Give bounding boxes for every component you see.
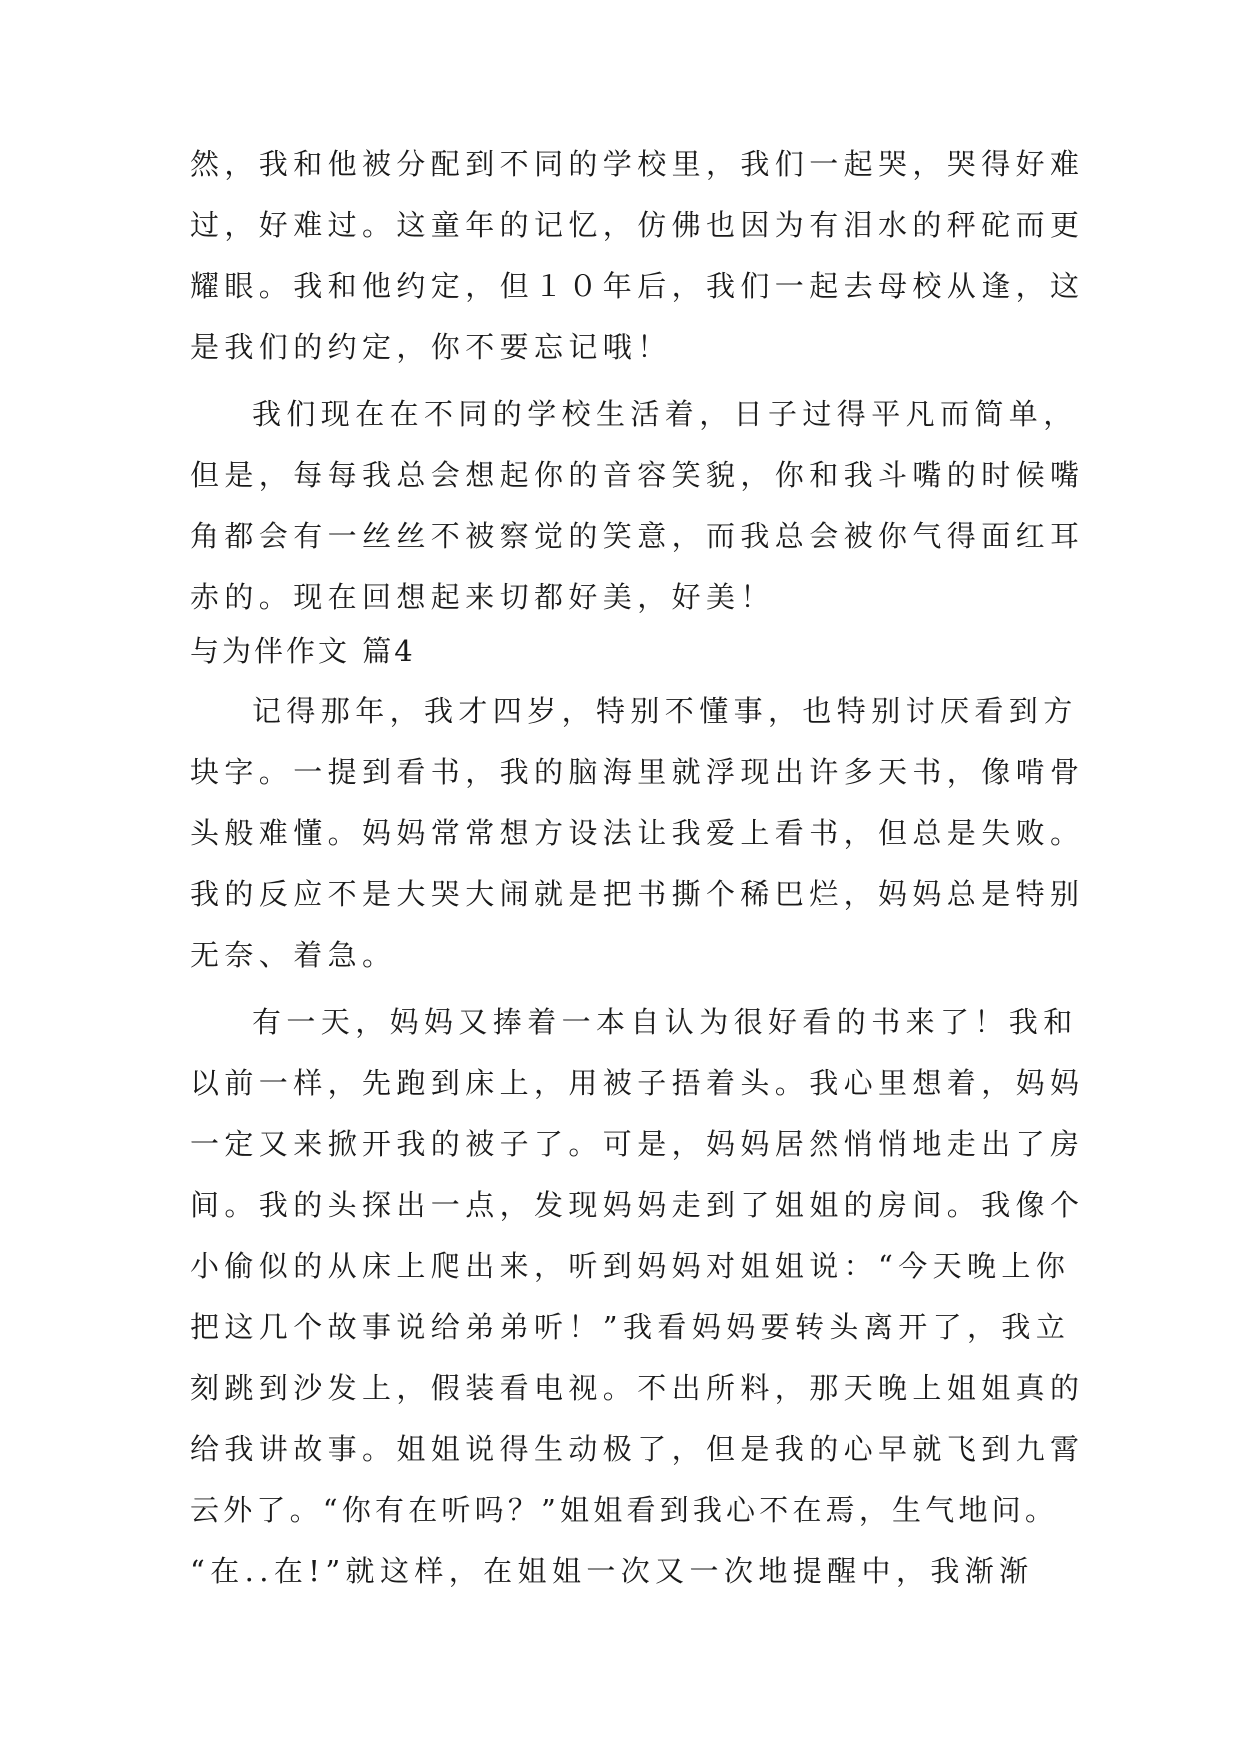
section-heading: 与为伴作文 篇4 xyxy=(190,634,416,668)
text-line: 一定又来掀开我的被子了。可是，妈妈居然悄悄地走出了房 xyxy=(190,1127,1085,1161)
paragraph-start-line: 有一天，妈妈又捧着一本自认为很好看的书来了！我和 xyxy=(252,1005,1078,1039)
text-line: 角都会有一丝丝不被察觉的笑意，而我总会被你气得面红耳 xyxy=(190,519,1085,553)
text-line: “在..在!”就这样，在姐姐一次又一次地提醒中，我渐渐 xyxy=(190,1554,1034,1588)
text-line: 块字。一提到看书，我的脑海里就浮现出许多天书，像啃骨 xyxy=(190,755,1085,789)
text-line: 是我们的约定，你不要忘记哦！ xyxy=(190,330,672,364)
paragraph-start-line: 我们现在在不同的学校生活着，日子过得平凡而简单， xyxy=(252,397,1078,431)
text-line: 耀眼。我和他约定，但１０年后，我们一起去母校从逢，这 xyxy=(190,269,1085,303)
paragraph-start-line: 记得那年，我才四岁，特别不懂事，也特别讨厌看到方 xyxy=(252,694,1078,728)
text-line: 刻跳到沙发上，假装看电视。不出所料，那天晚上姐姐真的 xyxy=(190,1371,1085,1405)
text-line: 给我讲故事。姐姐说得生动极了，但是我的心早就飞到九霄 xyxy=(190,1432,1085,1466)
text-line: 我的反应不是大哭大闹就是把书撕个稀巴烂，妈妈总是特别 xyxy=(190,877,1085,911)
text-line: 赤的。现在回想起来切都好美，好美！ xyxy=(190,580,775,614)
text-line: 无奈、着急。 xyxy=(190,938,397,972)
text-line: 然，我和他被分配到不同的学校里，我们一起哭，哭得好难 xyxy=(190,147,1085,181)
text-line: 间。我的头探出一点，发现妈妈走到了姐姐的房间。我像个 xyxy=(190,1188,1085,1222)
text-line: 但是，每每我总会想起你的音容笑貌，你和我斗嘴的时候嘴 xyxy=(190,458,1085,492)
text-line: 以前一样，先跑到床上，用被子捂着头。我心里想着，妈妈 xyxy=(190,1066,1085,1100)
text-line: 头般难懂。妈妈常常想方设法让我爱上看书，但总是失败。 xyxy=(190,816,1085,850)
text-line: 把这几个故事说给弟弟听！”我看妈妈要转头离开了，我立 xyxy=(190,1310,1071,1344)
text-line: 过，好难过。这童年的记忆，仿佛也因为有泪水的秤砣而更 xyxy=(190,208,1085,242)
text-line: 云外了。“你有在听吗？”姐姐看到我心不在焉，生气地问。 xyxy=(190,1493,1059,1527)
text-line: 小偷似的从床上爬出来，听到妈妈对姐姐说：“今天晚上你 xyxy=(190,1249,1071,1283)
